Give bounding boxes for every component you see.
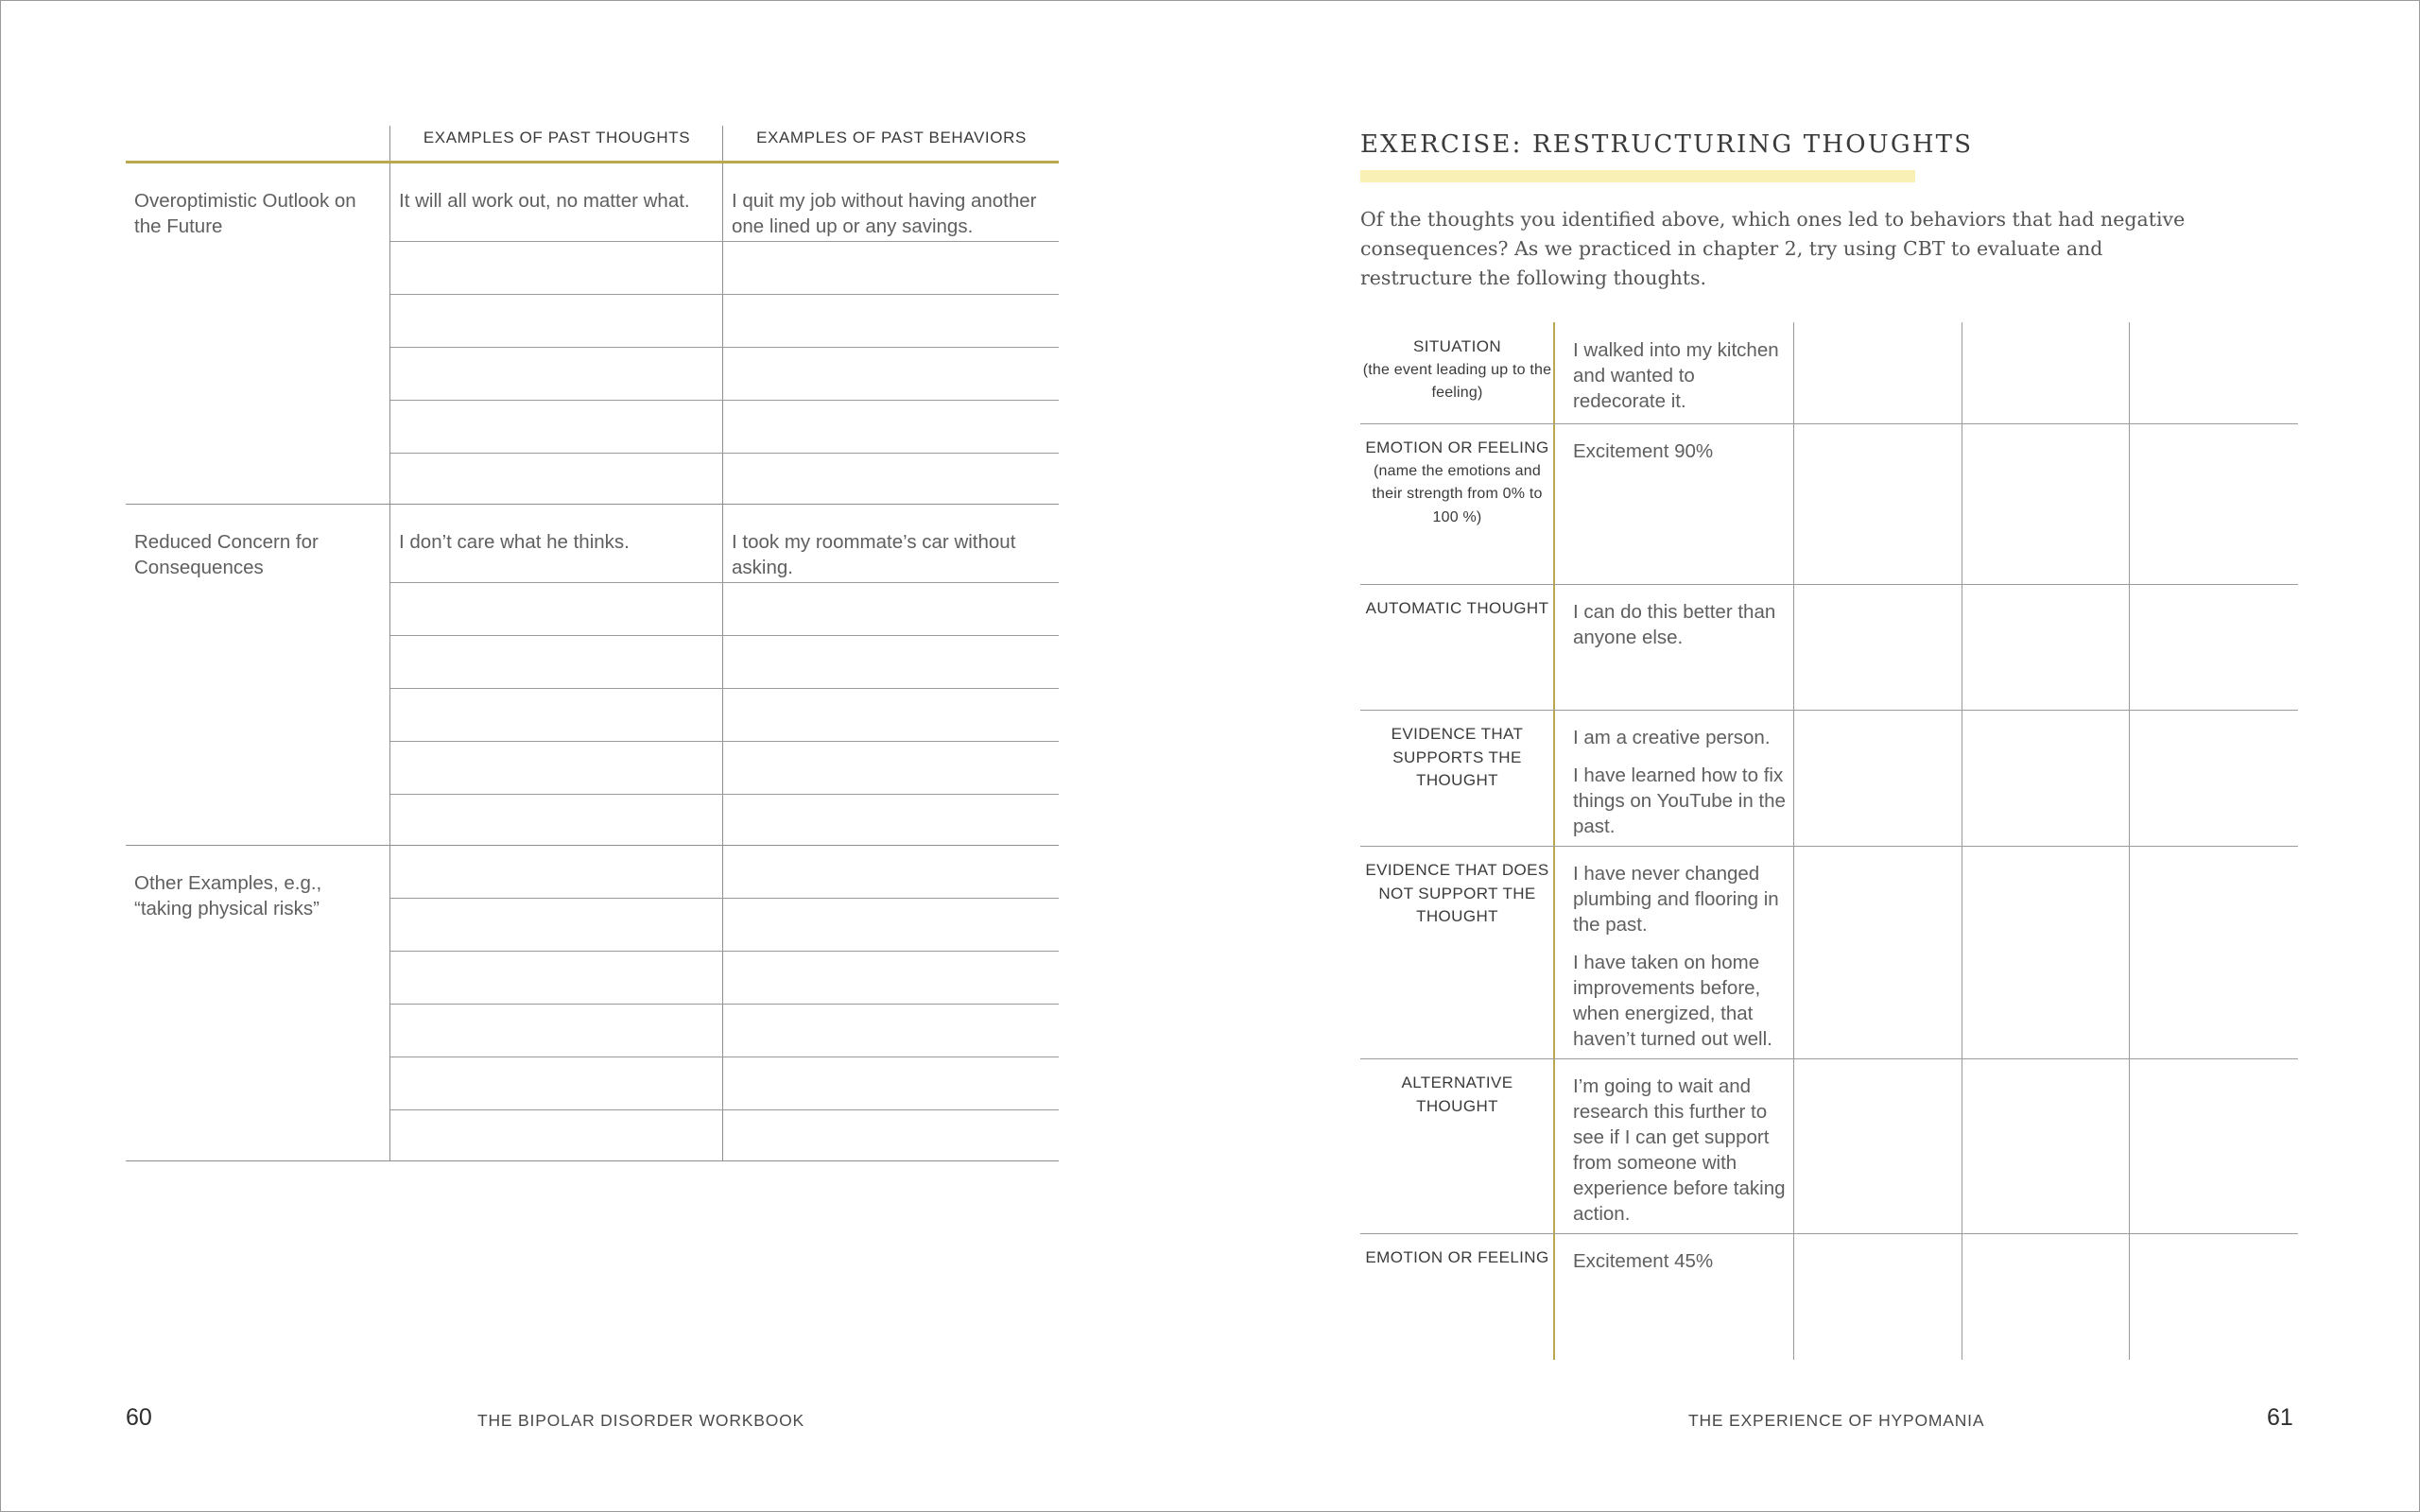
past-thoughts-behaviors-table bbox=[126, 123, 1059, 1161]
cbt-example-cell bbox=[1573, 599, 1792, 662]
cbt-row-label bbox=[1360, 723, 1554, 793]
footer-book-title: THE BIPOLAR DISORDER WORKBOOK bbox=[477, 1411, 805, 1430]
table-row bbox=[390, 898, 1059, 952]
table-row bbox=[390, 846, 1059, 899]
page-number-left: 60 bbox=[126, 1404, 152, 1431]
cbt-row bbox=[1360, 1233, 2298, 1360]
table-section bbox=[126, 846, 1059, 1161]
cbt-label-text: EVIDENCE THAT SUPPORTS THE THOUGHT bbox=[1391, 725, 1524, 789]
cbt-label-subtext: (the event leading up to the feeling) bbox=[1362, 361, 1552, 401]
header-past-thoughts: EXAMPLES OF PAST THOUGHTS bbox=[423, 129, 691, 146]
table-row bbox=[390, 741, 1059, 795]
cbt-example-cell bbox=[1573, 1074, 1792, 1239]
cbt-example-text: Excitement 90% bbox=[1573, 440, 1714, 462]
cbt-example-cell bbox=[1573, 1248, 1792, 1286]
table-row bbox=[390, 582, 1059, 636]
table-row bbox=[390, 635, 1059, 689]
cbt-row-label bbox=[1360, 1246, 1554, 1270]
category-label: Reduced Concern for Consequences bbox=[134, 531, 319, 578]
cbt-example-text: I’m going to wait and research this further to see if I can get support from someone with experience before taking action. bbox=[1573, 1075, 1786, 1225]
cbt-label-text: SITUATION bbox=[1412, 337, 1501, 355]
table-row bbox=[390, 688, 1059, 742]
cbt-row-label bbox=[1360, 1072, 1554, 1118]
category-label: Overoptimistic Outlook on the Future bbox=[134, 190, 356, 237]
cbt-example-cell bbox=[1573, 337, 1792, 426]
cbt-row bbox=[1360, 1058, 2298, 1234]
cbt-label-subtext: (name the emotions and their strength from 0% to 100 %) bbox=[1372, 462, 1543, 525]
cbt-row-label bbox=[1360, 597, 1554, 621]
header-past-behaviors: EXAMPLES OF PAST BEHAVIORS bbox=[756, 129, 1027, 146]
cbt-example-cell bbox=[1573, 861, 1792, 1064]
cbt-example-text: I can do this better than anyone else. bbox=[1573, 601, 1776, 648]
category-label: Other Examples, e.g., “taking physical risks” bbox=[134, 872, 322, 919]
cbt-example-text: I have learned how to fix things on YouTube in the past. bbox=[1573, 765, 1786, 837]
page-number-right: 61 bbox=[2267, 1404, 2293, 1431]
cbt-label-text: EVIDENCE THAT DOES NOT SUPPORT THE THOUGHT bbox=[1365, 861, 1549, 925]
table-row bbox=[390, 241, 1059, 295]
footer-chapter-title: THE EXPERIENCE OF HYPOMANIA bbox=[1688, 1411, 1985, 1430]
cbt-example-cell bbox=[1573, 438, 1792, 476]
past-thought-cell: It will all work out, no matter what. bbox=[399, 190, 690, 212]
cbt-row bbox=[1360, 846, 2298, 1059]
cbt-label-text: EMOTION OR FEELING bbox=[1365, 1248, 1549, 1266]
cbt-row bbox=[1360, 322, 2298, 424]
cbt-example-cell bbox=[1573, 725, 1792, 851]
cbt-example-text: I walked into my kitchen and wanted to redecorate it. bbox=[1573, 339, 1779, 412]
table-row bbox=[390, 163, 1059, 242]
past-behavior-cell: I quit my job without having another one lined up or any savings. bbox=[732, 190, 1037, 237]
table-row bbox=[390, 505, 1059, 583]
table-header bbox=[126, 123, 1059, 163]
table-section bbox=[126, 163, 1059, 505]
table-row bbox=[390, 794, 1059, 845]
cbt-restructuring-table bbox=[1360, 322, 2298, 1360]
cbt-example-text: I have never changed plumbing and flooring in the past. bbox=[1573, 863, 1779, 936]
title-highlight bbox=[1360, 170, 1915, 182]
table-row bbox=[390, 1109, 1059, 1160]
table-row bbox=[390, 400, 1059, 454]
exercise-intro: Of the thoughts you identified above, which ones led to behaviors that had negative consequences? As we practiced in chapter 2, try using CBT to evaluate and restructure the following thoughts. bbox=[1360, 208, 2186, 289]
exercise-title: EXERCISE: RESTRUCTURING THOUGHTS bbox=[1360, 130, 1974, 159]
cbt-example-text: Excitement 45% bbox=[1573, 1250, 1714, 1272]
past-behavior-cell: I took my roommate’s car without asking. bbox=[732, 531, 1016, 578]
cbt-label-text: ALTERNATIVE THOUGHT bbox=[1401, 1074, 1513, 1115]
cbt-row bbox=[1360, 710, 2298, 847]
cbt-label-text: EMOTION OR FEELING bbox=[1365, 438, 1549, 456]
table-row bbox=[390, 1004, 1059, 1057]
cbt-row-label bbox=[1360, 859, 1554, 929]
cbt-example-text: I have taken on home improvements before, when energized, that haven’t turned out well. bbox=[1573, 952, 1772, 1050]
table-row bbox=[390, 347, 1059, 401]
table-row bbox=[390, 951, 1059, 1005]
cbt-label-text: AUTOMATIC THOUGHT bbox=[1365, 599, 1549, 617]
table-row bbox=[390, 453, 1059, 504]
table-row bbox=[390, 1057, 1059, 1110]
cbt-example-text: I am a creative person. bbox=[1573, 727, 1771, 748]
table-row bbox=[390, 294, 1059, 348]
past-thought-cell: I don’t care what he thinks. bbox=[399, 531, 630, 553]
cbt-row bbox=[1360, 423, 2298, 585]
table-section bbox=[126, 505, 1059, 846]
cbt-row bbox=[1360, 584, 2298, 711]
cbt-row-label bbox=[1360, 437, 1554, 529]
cbt-row-label bbox=[1360, 335, 1554, 405]
